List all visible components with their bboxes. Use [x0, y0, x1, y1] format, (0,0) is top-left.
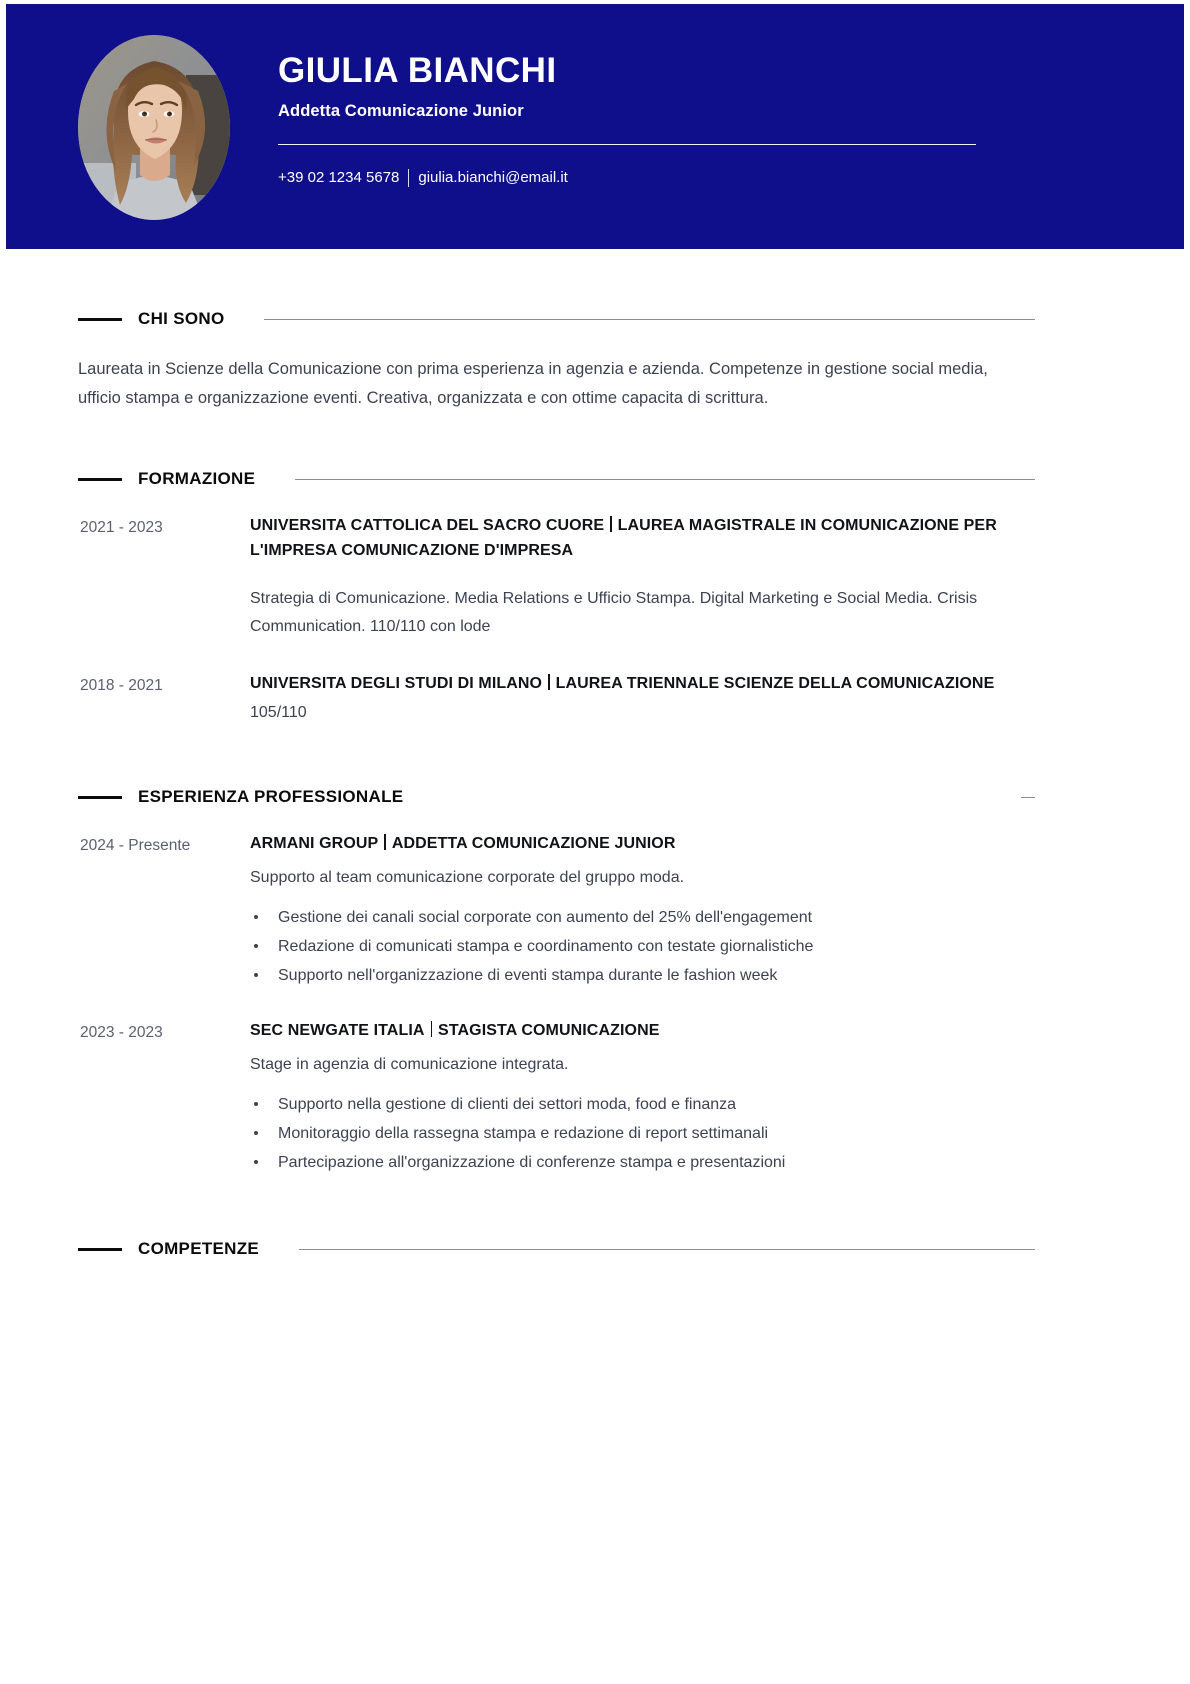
experience-item	[0, 1018, 1190, 1177]
list-item: Supporto nella gestione di clienti dei settori moda, food e finanza	[250, 1090, 1040, 1119]
section-dash-icon	[78, 318, 122, 321]
education-institution: UNIVERSITA DEGLI STUDI DI MILANO	[250, 675, 543, 692]
education-degree: LAUREA MAGISTRALE IN COMUNICAZIONE PER L'IMPRESA COMUNICAZIONE D'IMPRESA	[250, 517, 997, 559]
experience-summary: Supporto al team comunicazione corporate del gruppo moda.	[250, 869, 685, 886]
list-item: Supporto nell'organizzazione di eventi stampa durante le fashion week	[250, 961, 1040, 990]
section-title-experience: ESPERIENZA PROFESSIONALE	[138, 787, 404, 806]
header-divider	[278, 144, 976, 145]
page-title: GIULIA BIANCHI	[278, 51, 557, 90]
education-date: 2018 - 2021	[80, 677, 163, 694]
contact-separator	[408, 169, 409, 187]
title-separator	[384, 834, 386, 850]
section-rule	[295, 479, 1035, 480]
education-degree: LAUREA TRIENNALE SCIENZE DELLA COMUNICAZIONE	[555, 675, 995, 692]
education-item	[0, 671, 1190, 725]
experience-item	[0, 831, 1190, 990]
experience-position: STAGISTA COMUNICAZIONE	[438, 1022, 660, 1039]
section-title-about: CHI SONO	[138, 309, 225, 328]
list-item: Partecipazione all'organizzazione di conferenze stampa e presentazioni	[250, 1148, 1040, 1177]
section-dash-icon	[78, 478, 122, 481]
phone-text: +39 02 1234 5678	[278, 169, 400, 186]
experience-company: ARMANI GROUP	[250, 835, 379, 852]
email-text: giulia.bianchi@email.it	[418, 169, 568, 186]
experience-bullets	[250, 1090, 1040, 1177]
education-list	[0, 513, 1190, 725]
education-description: 105/110	[250, 704, 307, 721]
experience-date: 2024 - Presente	[80, 837, 191, 854]
avatar	[78, 35, 230, 220]
education-item	[0, 513, 1190, 641]
section-title-skills: COMPETENZE	[138, 1239, 260, 1258]
experience-date: 2023 - 2023	[80, 1024, 163, 1041]
education-institution: UNIVERSITA CATTOLICA DEL SACRO CUORE	[250, 517, 605, 534]
resume-body	[0, 249, 1190, 1259]
experience-summary: Stage in agenzia di comunicazione integrata.	[250, 1056, 569, 1073]
section-dash-icon	[78, 1248, 122, 1251]
contact-line	[278, 168, 1138, 188]
experience-title	[250, 831, 1040, 856]
education-date: 2021 - 2023	[80, 519, 163, 536]
experience-list	[0, 831, 1190, 1177]
experience-bullets	[250, 903, 1040, 990]
section-rule-gap	[443, 797, 1021, 798]
section-dash-icon	[78, 796, 122, 799]
section-rule	[1021, 797, 1035, 798]
title-separator	[548, 674, 550, 690]
education-title	[250, 671, 1040, 696]
section-title-education: FORMAZIONE	[138, 469, 256, 488]
section-rule	[299, 1249, 1035, 1250]
section-header-education	[0, 469, 1190, 489]
experience-title	[250, 1018, 1040, 1043]
list-item: Gestione dei canali social corporate con aumento del 25% dell'engagement	[250, 903, 1040, 932]
list-item: Redazione di comunicati stampa e coordinamento con testate giornalistiche	[250, 932, 1040, 961]
education-description: Strategia di Comunicazione. Media Relations e Ufficio Stampa. Digital Marketing e Social Media. Crisis Communication. 110/110 con lode	[250, 590, 978, 635]
section-header-experience	[0, 787, 1190, 807]
resume-header	[6, 4, 1184, 249]
section-header-skills	[0, 1239, 1190, 1259]
education-title	[250, 513, 1040, 563]
title-separator	[431, 1021, 433, 1037]
experience-position: ADDETTA COMUNICAZIONE JUNIOR	[391, 835, 676, 852]
experience-company: SEC NEWGATE ITALIA	[250, 1022, 425, 1039]
about-text: Laureata in Scienze della Comunicazione con prima esperienza in agenzia e azienda. Competenze in gestione social media, ufficio stampa e organizzazione eventi. Creativa, organizzata e con ottime capacita di scrittura.	[78, 360, 988, 407]
list-item: Monitoraggio della rassegna stampa e redazione di report settimanali	[250, 1119, 1040, 1148]
job-role: Addetta Comunicazione Junior	[278, 102, 524, 120]
section-header-about	[0, 309, 1190, 329]
title-separator	[610, 516, 612, 532]
section-rule	[264, 319, 1035, 320]
